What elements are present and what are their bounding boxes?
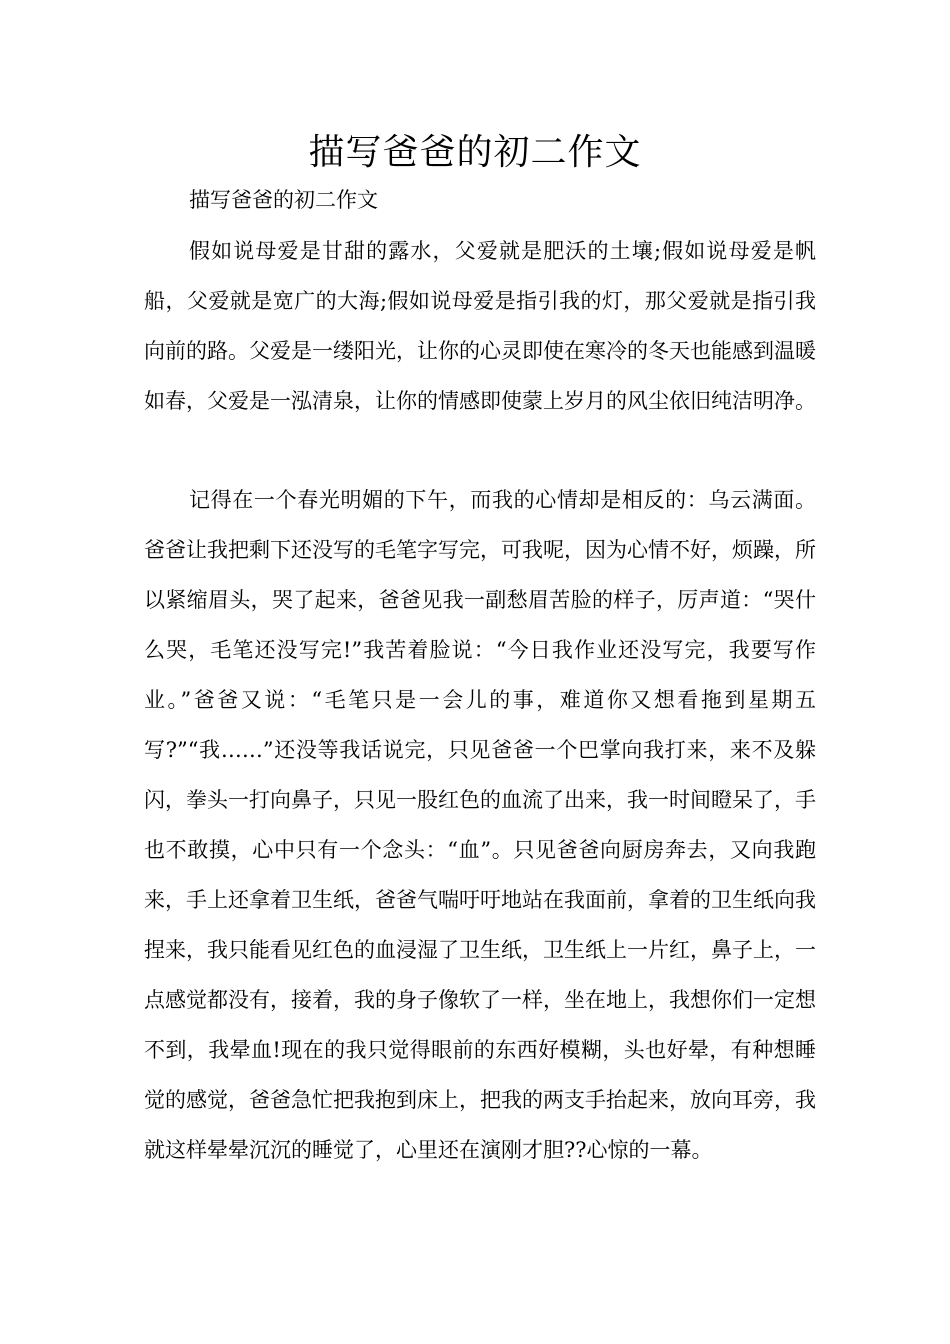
paragraph-2: 记得在一个春光明媚的下午，而我的心情却是相反的：乌云满面。爸爸让我把剩下还没写的毛笔字写完，可我呢，因为心情不好，烦躁，所以紧缩眉头，哭了起来，爸爸见我一副愁眉苦脸的样子，厉声道：“哭什么哭，毛笔还没写完!”我苦着脸说：“今日我作业还没写完，我要写作业。”爸爸又说：“毛笔只是一会儿的事，难道你又想看拖到星期五写?”“我……”还没等我话说完，只见爸爸一个巴掌向我打来，来不及躲闪，拳头一打向鼻子，只见一股红色的血流了出来，我一时间瞪呆了，手也不敢摸，心中只有一个念头：“血”。只见爸爸向厨房奔去，又向我跑来，手上还拿着卫生纸，爸爸气喘吁吁地站在我面前，拿着的卫生纸向我捏来，我只能看见红色的血浸湿了卫生纸，卫生纸上一片红，鼻子上，一点感觉都没有，接着，我的身子像软了一样，坐在地上，我想你们一定想不到，我晕血!现在的我只觉得眼前的东西好模糊，头也好晕，有种想睡觉的感觉，爸爸急忙把我抱到床上，把我的两支手抬起来，放向耳旁，我就这样晕晕沉沉的睡觉了，心里还在演刚才胆??心惊的一幕。 [144, 488, 816, 1162]
document-title: 描写爸爸的初二作文 [308, 132, 642, 173]
paragraph-1: 假如说母爱是甘甜的露水，父爱就是肥沃的土壤;假如说母爱是帆船，父爱就是宽广的大海;假如说母爱是指引我的灯，那父爱就是指引我向前的路。父爱是一缕阳光，让你的心灵即使在寒冷的冬天也能感到温暖如春，父爱是一泓清泉，让你的情感即使蒙上岁月的风尘依旧纯洁明净。 [144, 239, 816, 413]
document-subtitle: 描写爸爸的初二作文 [189, 188, 378, 212]
